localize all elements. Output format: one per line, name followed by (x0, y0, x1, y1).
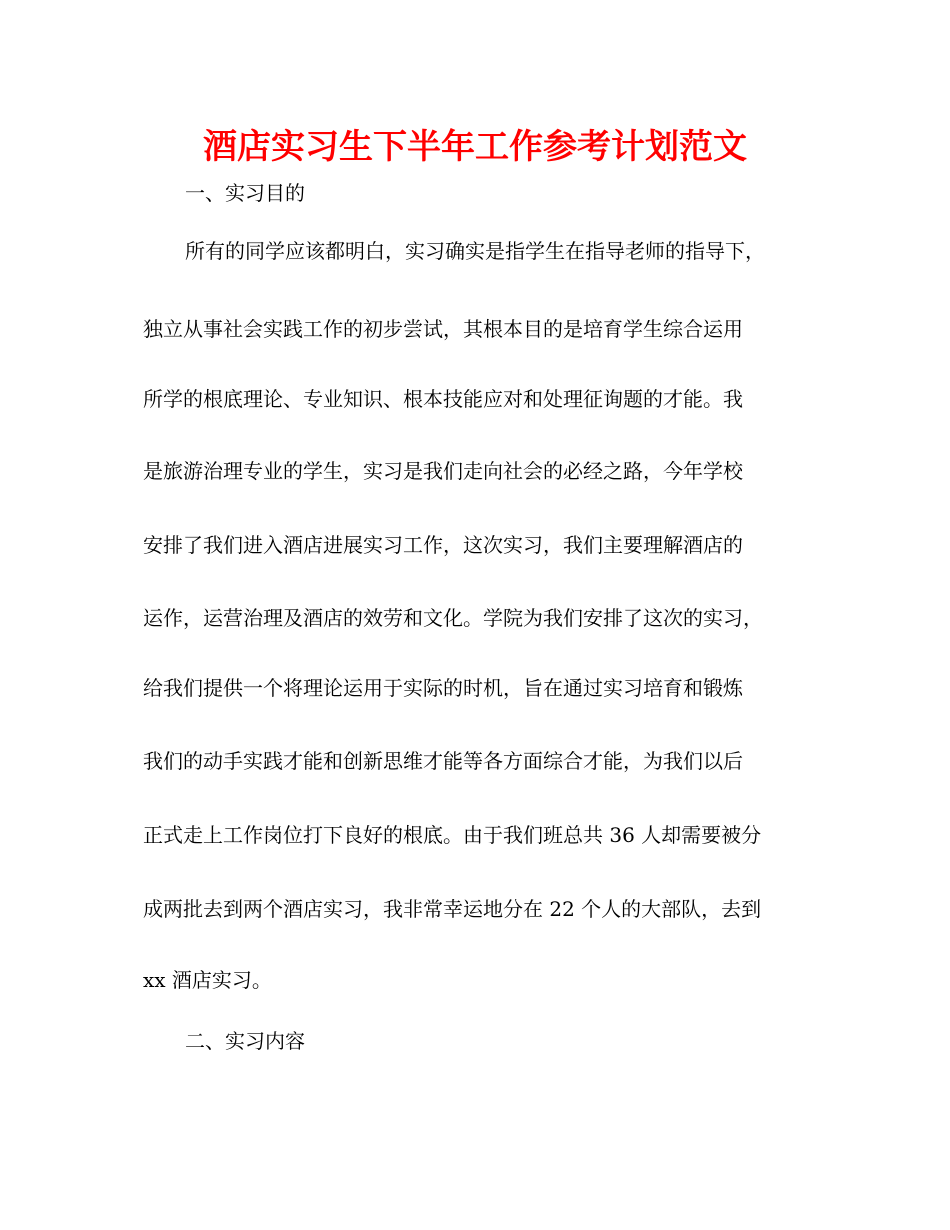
paragraph-line: 所学的根底理论、专业知识、根本技能应对和处理征询题的才能。我 (143, 387, 743, 411)
paragraph-line: 给我们提供一个将理论运用于实际的时机，旨在通过实习培育和锻炼 (143, 676, 743, 700)
paragraph-line: 安排了我们进入酒店进展实习工作，这次实习，我们主要理解酒店的 (143, 533, 743, 557)
paragraph-line: 正式走上工作岗位打下良好的根底。由于我们班总共 36 人却需要被分 (143, 823, 762, 847)
paragraph-line: 我们的动手实践才能和创新思维才能等各方面综合才能，为我们以后 (143, 749, 743, 773)
paragraph-line: 成两批去到两个酒店实习，我非常幸运地分在 22 个人的大部队，去到 (143, 897, 762, 921)
paragraph-line: xx 酒店实习。 (143, 968, 272, 992)
section-heading-1: 一、实习目的 (185, 181, 305, 205)
paragraph-line: 独立从事社会实践工作的初步尝试，其根本目的是培育学生综合运用 (143, 317, 743, 341)
paragraph-line: 运作，运营治理及酒店的效劳和文化。学院为我们安排了这次的实习， (143, 606, 763, 630)
paragraph-line: 所有的同学应该都明白，实习确实是指学生在指导老师的指导下， (185, 239, 765, 263)
document-title: 酒店实习生下半年工作参考计划范文 (203, 127, 747, 167)
section-heading-2: 二、实习内容 (185, 1029, 305, 1053)
paragraph-line: 是旅游治理专业的学生，实习是我们走向社会的必经之路，今年学校 (143, 459, 743, 483)
